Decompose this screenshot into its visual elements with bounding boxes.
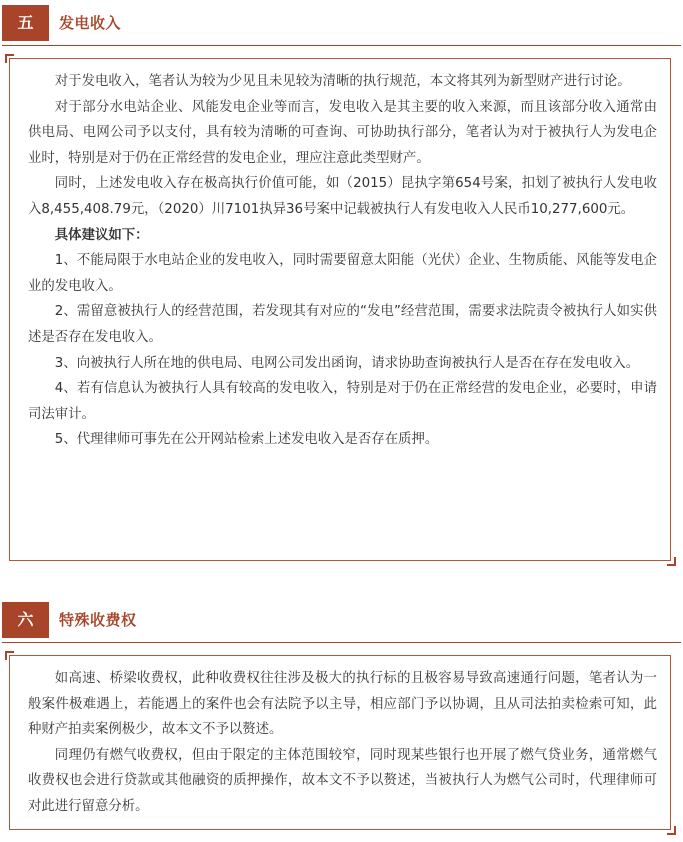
corner-bracket-bottom-right xyxy=(667,826,676,835)
section-6-card xyxy=(9,655,671,830)
section-5-divider xyxy=(2,45,681,46)
section-6-header xyxy=(2,602,681,638)
section-6-body xyxy=(28,666,657,820)
suggestion-item: 5、代理律师可事先在公开网站检索上述发电收入是否存在质押。 xyxy=(54,432,439,448)
suggestion-item: 3、向被执行人所在地的供电局、电网公司发出函询，请求协助查询被执行人是否在存在发电收入。 xyxy=(54,355,640,371)
corner-bracket-top-left xyxy=(5,54,14,63)
paragraph: 同时，上述发电收入存在极高执行价值可能，如（2015）昆执字第654号案，扣划了被执行人发电收入8,455,408.79元，（2020）川7101执异36号案中记载被执行人有发电收入人民币10,277,600元。 xyxy=(28,176,657,217)
paragraph: 对于发电收入，笔者认为较为少见且未见较为清晰的执行规范，本文将其列为新型财产进行讨论。 xyxy=(54,74,631,89)
paragraph: 对于部分水电站企业、风能发电企业等而言，发电收入是其主要的收入来源，而且该部分收入通常由供电局、电网公司予以支付，具有较为清晰的可查询、可协助执行部分，笔者认为对于被执行人为发电企业时，特别是对于仍在正常经营的发电企业，理应注意此类型财产。 xyxy=(28,99,657,166)
section-5-title: 发电收入 xyxy=(59,14,122,32)
suggestion-item: 4、若有信息认为被执行人具有较高的发电收入，特别是对于仍在正常经营的发电企业，必要时，申请司法审计。 xyxy=(28,381,657,422)
section-6-number: 六 xyxy=(2,602,49,638)
suggestion-heading: 具体建议如下： xyxy=(54,227,149,243)
suggestion-item: 1、不能局限于水电站企业的发电收入，同时需要留意太阳能（光伏）企业、生物质能、风能等发电企业的发电收入。 xyxy=(28,253,657,294)
corner-bracket-bottom-right xyxy=(667,557,676,566)
paragraph: 同理仍有燃气收费权，但由于限定的主体范围较窄，同时现某些银行也开展了燃气贷业务，通常燃气收费权也会进行贷款或其他融资的质押操作，故本文不予以赘述，当被执行人为燃气公司时，代理律师可对此进行留意分析。 xyxy=(28,747,657,814)
section-5-header xyxy=(2,5,681,41)
corner-bracket-top-left xyxy=(5,651,14,660)
section-5-body xyxy=(28,69,657,453)
paragraph: 如高速、桥梁收费权，此种收费权往往涉及极大的执行标的且极容易导致高速通行问题，笔者认为一般案件极难遇上，若能遇上的案件也会有法院予以主导，相应部门予以协调，且从司法拍卖检索可知，此种财产拍卖案例极少，故本文不予以赘述。 xyxy=(28,671,657,738)
suggestion-item: 2、需留意被执行人的经营范围，若发现其有对应的“发电”经营范围，需要求法院责令被执行人如实供述是否存在发电收入。 xyxy=(28,304,657,345)
section-6-title: 特殊收费权 xyxy=(59,611,137,629)
section-5-card xyxy=(9,58,671,561)
section-5-number: 五 xyxy=(2,5,49,41)
section-6-divider xyxy=(2,642,681,643)
